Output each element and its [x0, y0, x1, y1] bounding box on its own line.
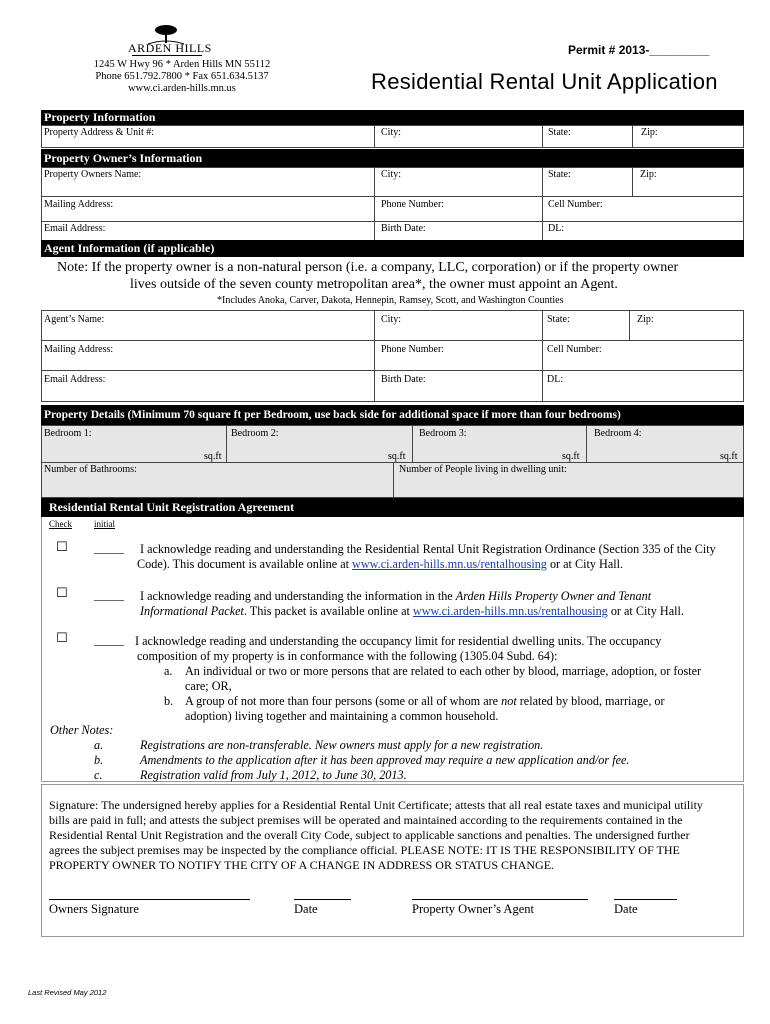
note-b-text: Amendments to the application after it has been approved may require a new application and/or fee.	[140, 753, 630, 767]
people-label[interactable]: Number of People living in dwelling unit:	[399, 464, 567, 475]
agent-footnote: *Includes Anoka, Carver, Dakota, Hennepin, Ramsey, Scott, and Washington Counties	[217, 295, 564, 306]
agent-phone-label[interactable]: Phone Number:	[381, 344, 445, 355]
agent-email-label[interactable]: Email Address:	[44, 374, 106, 385]
property-info-heading: Property Information	[41, 110, 744, 125]
agreement-item2-line1	[140, 589, 651, 604]
agreement-item1-line1: I acknowledge reading and understanding the Residential Rental Unit Registration Ordinance (Section 335 of the City	[140, 542, 716, 556]
agreement-initial-3[interactable]: _____	[94, 633, 124, 647]
agent-name-row	[41, 310, 744, 341]
owner-email-label[interactable]: Email Address:	[44, 223, 106, 234]
note-c-marker: c.	[94, 768, 103, 782]
bedroom3-sqft: sq.ft	[562, 451, 580, 462]
owner-birth-label[interactable]: Birth Date:	[381, 223, 426, 234]
bathrooms-row	[41, 462, 744, 498]
agent-email-row	[41, 370, 744, 402]
owner-dl-label[interactable]: DL:	[548, 223, 565, 234]
city-phone: Phone 651.792.7800 * Fax 651.634.5137	[95, 71, 269, 82]
item3-a-marker: a.	[164, 664, 173, 678]
agreement-checkbox-2[interactable]: ☐	[56, 586, 68, 601]
property-state-label[interactable]: State:	[548, 127, 571, 138]
agent-signature-line[interactable]	[412, 899, 588, 900]
owner-city-label[interactable]: City:	[381, 169, 402, 180]
permit-number: Permit # 2013-_________	[568, 43, 710, 57]
bedroom3-label[interactable]: Bedroom 3:	[419, 428, 467, 439]
agent-date-label: Date	[614, 902, 638, 916]
owner-cell-label[interactable]: Cell Number:	[548, 199, 603, 210]
item3-b-marker: b.	[164, 694, 174, 708]
signature-statement-line2: bills are paid in full; and attests the subject premises will be operated and maintained according to the requirements contained in the	[49, 813, 683, 827]
agent-dl-label[interactable]: DL:	[547, 374, 564, 385]
owners-signature-label: Owners Signature	[49, 902, 139, 916]
agreement-checkbox-1[interactable]: ☐	[56, 540, 68, 555]
owner-signature-line[interactable]	[49, 899, 250, 900]
agent-note-line1: Note: If the property owner is a non-natural person (i.e. a company, LLC, corporation) or if the property owner	[57, 260, 679, 275]
item3-b-line2: adoption) living together and maintaining a common household.	[185, 709, 499, 723]
signature-statement-line4: agrees the subject premises may be inspected by the compliance official. PLEASE NOTE: IT IS THE RESPONSIBILITY OF THE	[49, 843, 680, 857]
item2-packet-title: Arden Hills Property Owner and Tenant	[455, 589, 652, 603]
owner-date-line[interactable]	[294, 899, 351, 900]
agent-mailing-label[interactable]: Mailing Address:	[44, 344, 114, 355]
item3-a-line1: An individual or two or more persons that are related to each other by blood, marriage, adoption, or foster	[185, 664, 702, 678]
initial-column-header: initial	[94, 519, 115, 529]
owner-date-label: Date	[294, 902, 318, 916]
agreement-item2-line2	[140, 604, 684, 619]
other-notes-label: Other Notes:	[50, 723, 114, 737]
city-logo	[118, 24, 212, 58]
agreement-item3-line2: composition of my property is in conformance with the following (1305.04 Subd. 64):	[137, 649, 558, 663]
bedroom2-label[interactable]: Bedroom 2:	[231, 428, 279, 439]
owner-phone-label[interactable]: Phone Number:	[381, 199, 445, 210]
agent-mailing-row	[41, 340, 744, 371]
item1-text: Code). This document is available online at	[137, 557, 353, 571]
property-address-row	[41, 125, 744, 148]
owner-name-label[interactable]: Property Owners Name:	[44, 169, 142, 180]
signature-statement-line3: Residential Rental Unit Registration and the overall City Code, subject to applicable sanctions and penalties. The undersigned further	[49, 828, 690, 842]
item1-text-post: or at City Hall.	[546, 557, 624, 571]
item2-text: I acknowledge reading and understanding the information in the	[140, 589, 456, 603]
note-a-marker: a.	[94, 738, 104, 752]
last-revised: Last Revised May 2012	[28, 988, 107, 997]
owner-mailing-row	[41, 196, 744, 222]
agreement-heading: Residential Rental Unit Registration Agreement	[41, 498, 744, 517]
agent-info-heading: Agent Information (if applicable)	[41, 240, 744, 257]
item3-b-text: A group of not more than four persons (some or all of whom are	[185, 694, 502, 708]
item2-packet-title-2: Informational Packet	[140, 604, 244, 618]
owner-zip-label[interactable]: Zip:	[640, 169, 657, 180]
city-address: 1245 W Hwy 96 * Arden Hills MN 55112	[93, 59, 271, 70]
item3-a-line2: care; OR,	[185, 679, 232, 693]
owner-mailing-label[interactable]: Mailing Address:	[44, 199, 114, 210]
bedroom4-label[interactable]: Bedroom 4:	[594, 428, 642, 439]
property-city-label[interactable]: City:	[381, 127, 402, 138]
bathrooms-label[interactable]: Number of Bathrooms:	[44, 464, 137, 475]
agent-name-label[interactable]: Agent’s Name:	[44, 314, 105, 325]
item3-b-line1	[185, 694, 665, 709]
bedroom4-sqft: sq.ft	[720, 451, 738, 462]
owner-info-heading: Property Owner’s Information	[41, 149, 744, 167]
bedroom1-label[interactable]: Bedroom 1:	[44, 428, 92, 439]
note-b-marker: b.	[94, 753, 104, 767]
agent-zip-label[interactable]: Zip:	[637, 314, 654, 325]
rental-housing-link-2[interactable]: www.ci.arden-hills.mn.us/rentalhousing	[412, 604, 608, 618]
property-address-label[interactable]: Property Address & Unit #:	[44, 127, 154, 138]
note-c-text: Registration valid from July 1, 2012, to June 30, 2013.	[140, 768, 407, 782]
bedroom1-sqft: sq.ft	[204, 451, 222, 462]
agreement-checkbox-3[interactable]: ☐	[56, 631, 68, 646]
signature-statement-line1: Signature: The undersigned hereby applies for a Residential Rental Unit Certificate; attests that all real estate taxes and municipal utility	[49, 798, 703, 812]
item3-b-emphasis: not	[501, 694, 517, 708]
rental-housing-link-1[interactable]: www.ci.arden-hills.mn.us/rentalhousing	[352, 557, 547, 571]
agent-date-line[interactable]	[614, 899, 677, 900]
item2-text-mid: . This packet is available online at	[243, 604, 413, 618]
agreement-item1-line2	[137, 557, 623, 572]
note-a-text: Registrations are non-transferable. New owners must apply for a new registration.	[140, 738, 544, 752]
agreement-item3-line1: I acknowledge reading and understanding the occupancy limit for residential dwelling units. The occupancy	[135, 634, 662, 648]
owner-email-row	[41, 221, 744, 241]
city-website: www.ci.arden-hills.mn.us	[128, 83, 236, 94]
property-zip-label[interactable]: Zip:	[641, 127, 658, 138]
logo-divider	[132, 55, 202, 56]
agreement-initial-2[interactable]: _____	[94, 588, 124, 602]
agent-note-line2: lives outside of the seven county metropolitan area*, the owner must appoint an Agent.	[130, 277, 618, 292]
agent-birth-label[interactable]: Birth Date:	[381, 374, 426, 385]
agent-city-label[interactable]: City:	[381, 314, 402, 325]
owner-name-row	[41, 167, 744, 197]
logo-text: ARDEN HILLS	[128, 41, 212, 55]
item3-b-text-post: related by blood, marriage, or	[516, 694, 665, 708]
check-column-header: Check	[49, 519, 72, 529]
owner-state-label[interactable]: State:	[548, 169, 571, 180]
page-title: Residential Rental Unit Application	[371, 69, 718, 94]
agent-cell-label[interactable]: Cell Number:	[547, 344, 602, 355]
signature-statement-line5: PROPERTY OWNER TO NOTIFY THE CITY OF A CHANGE IN ADDRESS OR STATUS CHANGE.	[49, 858, 555, 872]
item2-text-post: or at City Hall.	[607, 604, 684, 618]
bedrooms-row	[41, 425, 744, 463]
agent-state-label[interactable]: State:	[547, 314, 570, 325]
bedroom2-sqft: sq.ft	[388, 451, 406, 462]
agent-signature-label: Property Owner’s Agent	[412, 902, 534, 916]
agreement-initial-1[interactable]: _____	[94, 541, 124, 555]
property-details-heading: Property Details (Minimum 70 square ft per Bedroom, use back side for additional space if more than four bedrooms)	[41, 405, 744, 425]
